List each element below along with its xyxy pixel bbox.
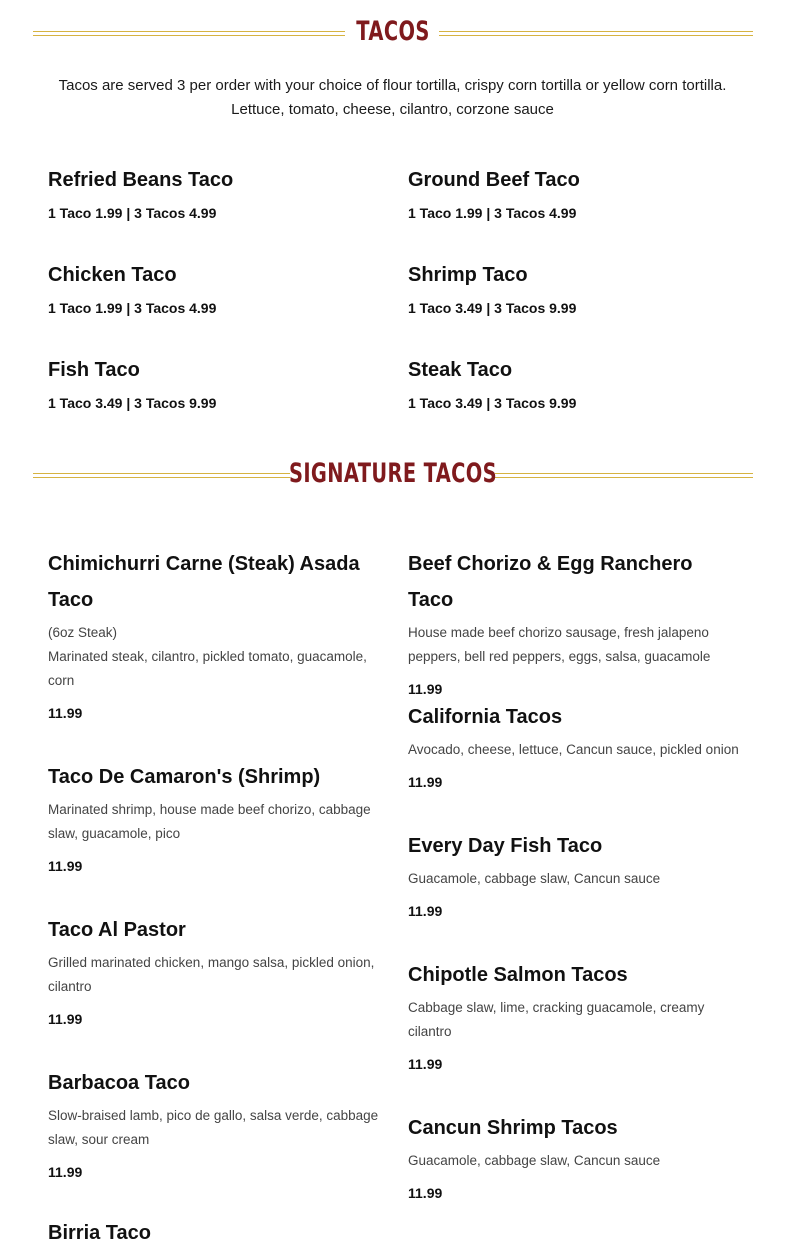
item-price: 11.99 (48, 858, 83, 874)
item-description: Avocado, cheese, lettuce, Cancun sauce, pickled onion (408, 742, 739, 757)
item-price: 11.99 (48, 1164, 83, 1180)
signature-section-header (33, 456, 753, 496)
menu-item (48, 912, 383, 1029)
item-name: California Tacos (408, 706, 563, 728)
item-name: Refried Beans Taco (48, 169, 234, 191)
item-name: Chipotle Salmon Tacos (408, 964, 628, 986)
item-description: Grilled marinated chicken, mango salsa, pickled onion, cilantro (48, 955, 375, 994)
menu-item (48, 1215, 383, 1251)
menu-item (408, 699, 743, 792)
item-name: Birria Taco (48, 1222, 151, 1244)
menu-item (48, 352, 383, 413)
item-price: 11.99 (48, 1011, 83, 1027)
menu-item (48, 546, 383, 723)
menu-item (408, 828, 743, 921)
item-price: 11.99 (408, 774, 443, 790)
tacos-section-title: TACOS (356, 16, 430, 47)
menu-item (48, 759, 383, 876)
item-name: Shrimp Taco (408, 264, 528, 286)
item-name: Chimichurri Carne (Steak) Asada (48, 553, 360, 575)
item-price: 11.99 (408, 681, 443, 697)
menu-item (408, 1110, 743, 1203)
item-note: (6oz Steak) (48, 625, 118, 640)
tacos-section-header (33, 14, 753, 54)
item-description: Marinated shrimp, house made beef chorizo, cabbage slaw, guacamole, pico (48, 802, 371, 841)
menu-item (408, 546, 743, 699)
item-name: Ground Beef Taco (408, 169, 580, 191)
item-description: Slow-braised lamb, pico de gallo, salsa verde, cabbage slaw, sour cream (48, 1108, 379, 1147)
signature-section-title: SIGNATURE TACOS (288, 458, 498, 489)
item-name: Taco De Camaron's (Shrimp) (48, 766, 321, 788)
menu-item (48, 1065, 383, 1182)
menu-item (408, 957, 743, 1074)
item-description: Guacamole, cabbage slaw, Cancun sauce (408, 871, 661, 886)
menu-item (48, 257, 383, 318)
item-price: 1 Taco 1.99 | 3 Tacos 4.99 (48, 205, 217, 221)
item-description: Guacamole, cabbage slaw, Cancun sauce (408, 1153, 661, 1168)
item-name: Steak Taco (408, 359, 513, 381)
menu-item (48, 162, 383, 223)
item-price: 11.99 (408, 903, 443, 919)
item-name: Cancun Shrimp Tacos (408, 1117, 618, 1139)
item-price: 11.99 (48, 705, 83, 721)
item-name: Taco Al Pastor (48, 919, 186, 941)
item-price: 1 Taco 1.99 | 3 Tacos 4.99 (48, 300, 217, 316)
item-price: 11.99 (408, 1185, 443, 1201)
item-name: Chicken Taco (48, 264, 177, 286)
item-price: 11.99 (408, 1056, 443, 1072)
menu-item (408, 257, 743, 318)
item-name: Barbacoa Taco (48, 1072, 190, 1094)
item-name: Beef Chorizo & Egg Ranchero Taco (408, 553, 693, 611)
menu-item (408, 162, 743, 223)
item-price: 1 Taco 1.99 | 3 Tacos 4.99 (408, 205, 577, 221)
intro-line: Lettuce, tomato, cheese, cilantro, corzone sauce (231, 101, 554, 118)
item-price: 1 Taco 3.49 | 3 Tacos 9.99 (48, 395, 217, 411)
item-description: Marinated steak, cilantro, pickled tomato, guacamole, corn (48, 649, 367, 688)
item-name: Taco (48, 589, 94, 611)
tacos-intro (20, 74, 765, 122)
item-name: Every Day Fish Taco (408, 835, 603, 857)
intro-line: Tacos are served 3 per order with your choice of flour tortilla, crispy corn tortilla or yellow corn tortilla. (58, 77, 727, 94)
item-price: 1 Taco 3.49 | 3 Tacos 9.99 (408, 395, 577, 411)
menu-item (408, 352, 743, 413)
item-description: Cabbage slaw, lime, cracking guacamole, creamy cilantro (408, 1000, 705, 1039)
item-name: Fish Taco (48, 359, 140, 381)
item-description: House made beef chorizo sausage, fresh jalapeno peppers, bell red peppers, eggs, salsa, guacamole (408, 625, 711, 664)
item-price: 1 Taco 3.49 | 3 Tacos 9.99 (408, 300, 577, 316)
